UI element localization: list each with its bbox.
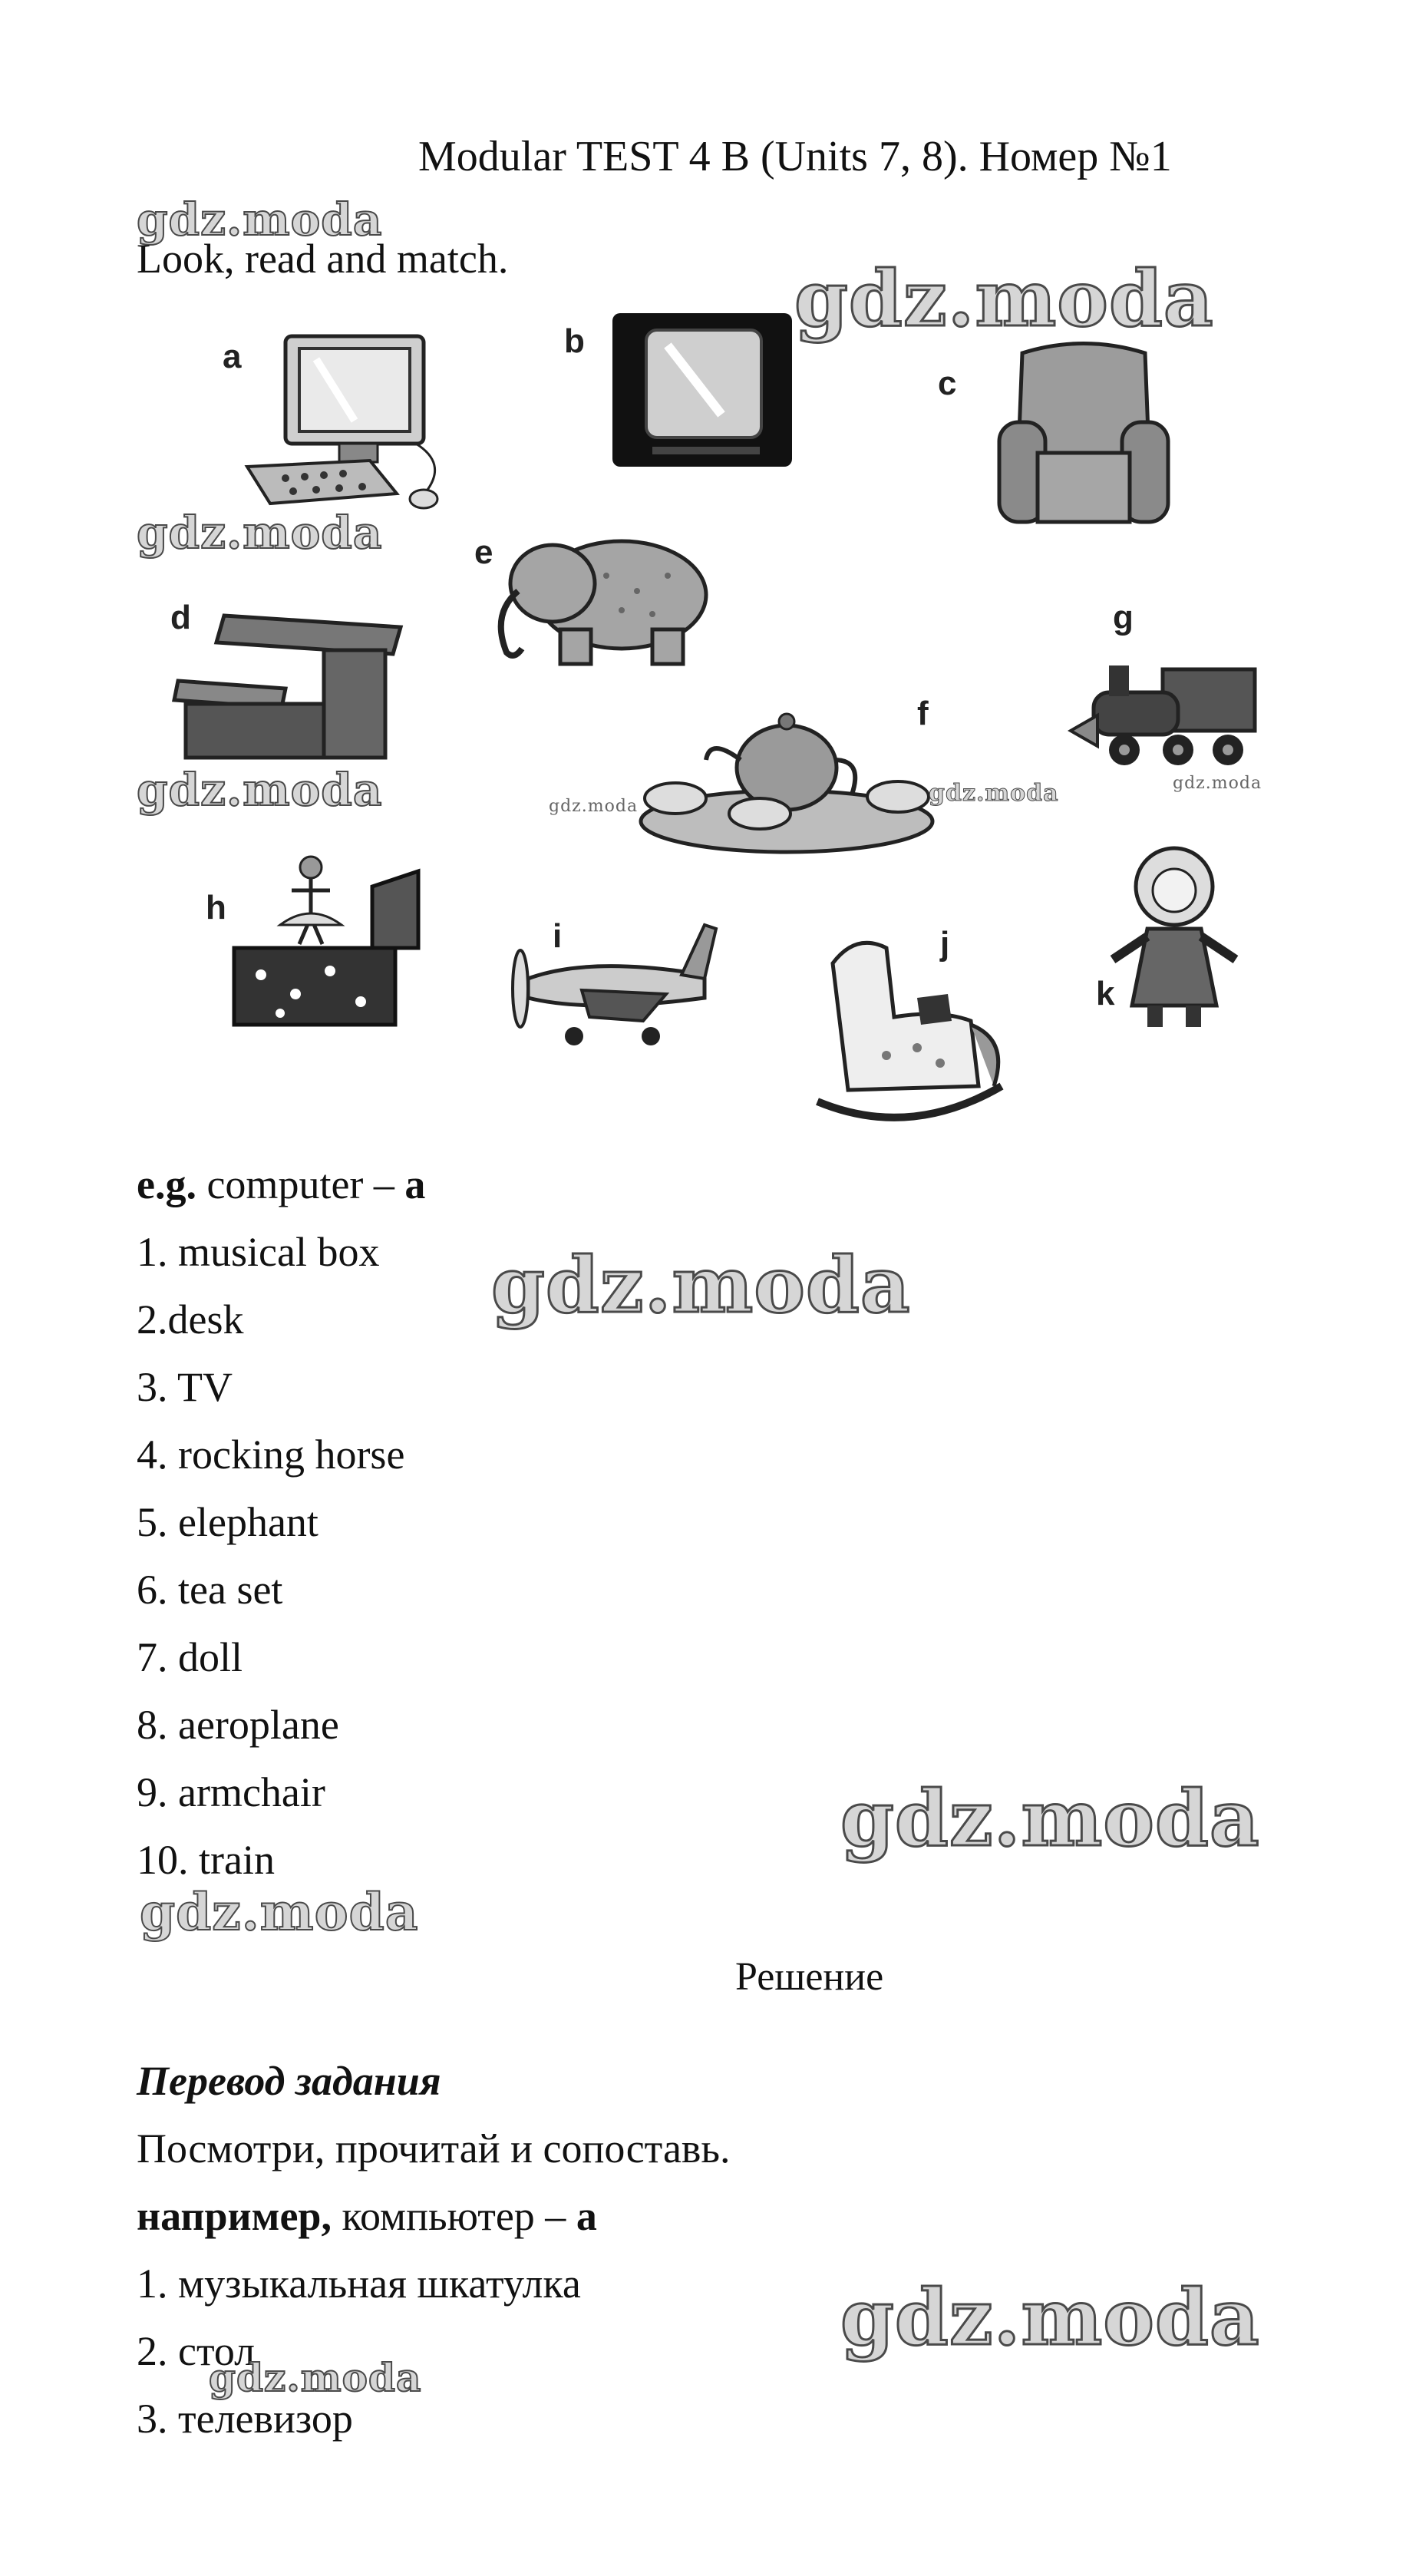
example-line xyxy=(137,1161,425,1208)
list-item: 10. train xyxy=(137,1837,275,1883)
picture-letter-f: f xyxy=(917,695,929,732)
picture-letter-h: h xyxy=(206,889,226,926)
example-answer: a xyxy=(404,1161,426,1207)
picture-letter-j: j xyxy=(940,925,950,963)
watermark: gdz.moda xyxy=(137,764,383,816)
list-item: 5. elephant xyxy=(137,1499,318,1545)
translation-example xyxy=(137,2192,597,2240)
picture-letter-e: e xyxy=(474,533,493,571)
musical-box-icon xyxy=(219,841,449,1032)
watermark: gdz.moda xyxy=(840,2272,1260,2363)
example-text: computer – xyxy=(206,1161,405,1207)
picture-letter-i: i xyxy=(553,917,563,955)
list-item: 8. aeroplane xyxy=(137,1702,339,1748)
computer-icon xyxy=(239,329,447,513)
list-item: 9. armchair xyxy=(137,1769,325,1815)
watermark: gdz.moda xyxy=(549,797,639,816)
desk-icon xyxy=(170,608,408,769)
watermark: gdz.moda xyxy=(491,1240,911,1330)
picture-letter-k: k xyxy=(1096,975,1115,1012)
list-item: 1. musical box xyxy=(137,1229,380,1275)
watermark: gdz.moda xyxy=(137,507,383,559)
elephant-icon xyxy=(491,522,714,675)
tea-set-icon xyxy=(633,706,940,860)
watermark: gdz.moda xyxy=(140,1882,419,1942)
translation-example-prefix: например, xyxy=(137,2193,332,2239)
translation-list-item: 1. музыкальная шкатулка xyxy=(137,2261,581,2307)
armchair-icon xyxy=(984,338,1183,530)
list-item: 2.desk xyxy=(137,1296,244,1342)
translation-list-item: 3. телевизор xyxy=(137,2396,353,2442)
picture-letter-d: d xyxy=(170,599,191,636)
example-prefix: e.g. xyxy=(137,1161,196,1207)
solution-label: Решение xyxy=(735,1955,884,1999)
translation-heading xyxy=(137,2057,441,2105)
picture-letter-g: g xyxy=(1113,599,1134,636)
translation-list-item: 2. стол xyxy=(137,2328,256,2374)
doll-icon xyxy=(1105,844,1243,1029)
picture-letter-b: b xyxy=(564,322,585,360)
watermark: gdz.moda xyxy=(929,780,1059,807)
train-icon xyxy=(1063,654,1270,777)
task-instruction: Look, read and match. xyxy=(137,236,509,282)
watermark: gdz.moda xyxy=(137,193,383,246)
list-item: 3. TV xyxy=(137,1364,233,1410)
picture-letter-c: c xyxy=(938,365,957,402)
tv-icon xyxy=(606,307,798,476)
translation-heading-text: Перевод задания xyxy=(137,2058,441,2104)
translation-example-answer: а xyxy=(576,2193,597,2239)
watermark: gdz.moda xyxy=(840,1773,1260,1864)
translation-example-text: компьютер – xyxy=(331,2193,576,2239)
page-title: Modular TEST 4 B (Units 7, 8). Номер №1 xyxy=(418,133,1172,180)
list-item: 4. rocking horse xyxy=(137,1432,405,1478)
translation-instruction: Посмотри, прочитай и сопоставь. xyxy=(137,2125,731,2171)
watermark: gdz.moda xyxy=(794,253,1214,344)
rocking-horse-icon xyxy=(802,917,1017,1132)
list-item: 7. doll xyxy=(137,1634,243,1680)
picture-letter-a: a xyxy=(223,338,242,375)
list-item: 6. tea set xyxy=(137,1567,283,1613)
watermark: gdz.moda xyxy=(209,2355,422,2400)
aeroplane-icon xyxy=(497,921,720,1052)
watermark: gdz.moda xyxy=(1173,774,1262,793)
